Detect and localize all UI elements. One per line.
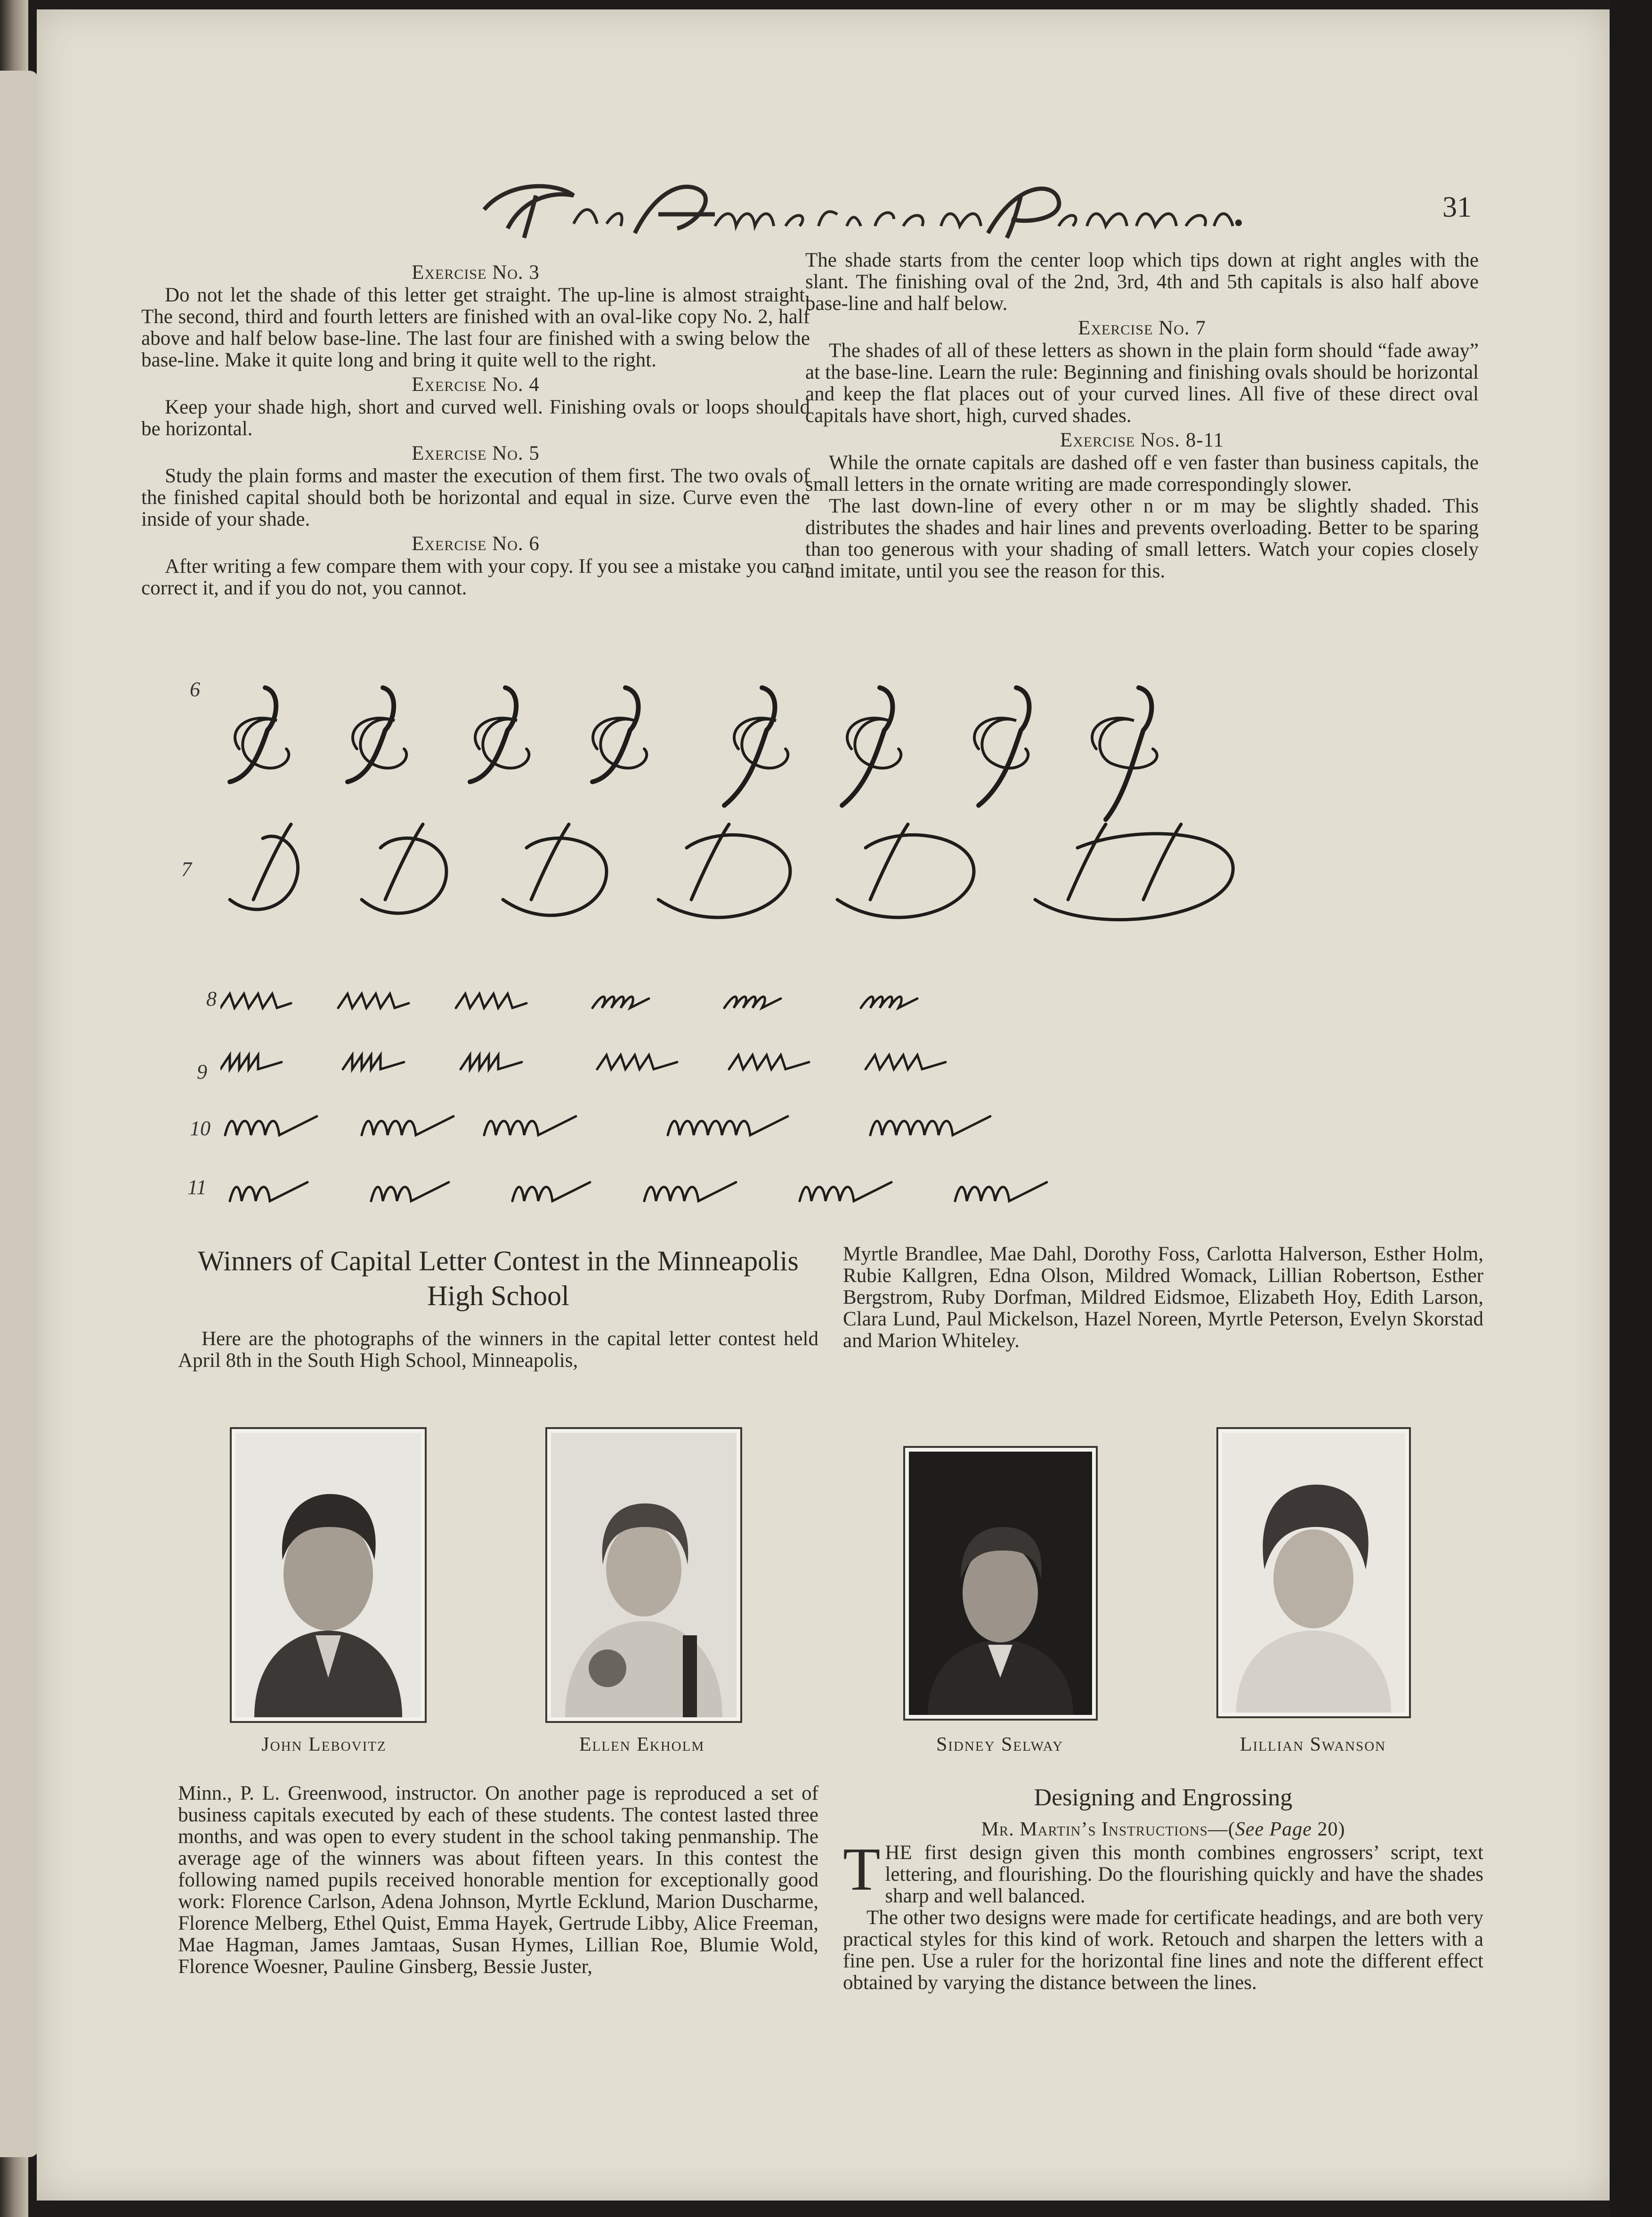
designing-subtitle-text: Mr. Martin’s Instructions—( [981, 1819, 1235, 1840]
row-label-8: 8 [206, 987, 217, 1010]
photo-ellen-ekholm [545, 1427, 742, 1723]
row-label-11: 11 [187, 1176, 207, 1199]
portrait-boy-icon [909, 1452, 1092, 1715]
page-edge-shadow [1610, 0, 1652, 2217]
designing-title: Designing and Engrossing [1034, 1784, 1293, 1811]
caption-lillian-swanson: Lillian Swanson [1239, 1734, 1386, 1755]
row-label-7: 7 [181, 858, 192, 881]
left-page-edge [0, 71, 39, 2157]
winners-intro [178, 1328, 818, 1372]
magazine-page [37, 9, 1610, 2201]
winners-names [843, 1243, 1483, 1352]
designing-page-ref: 20) [1312, 1819, 1345, 1840]
photo-john-lebovitz [230, 1427, 427, 1723]
designing-para-1: HE first design given this month combines engrossers’ script, text lettering, and flourishing. Do the flourishing quickly and have the shades sharp and well balanced. [885, 1842, 1483, 1907]
exercise-6-continued: The shade starts from the center loop which tips down at right angles with the slant. The finishing oval of the 2nd, 3rd, 4th and 5th capitals is also half above base-line and half below. [805, 249, 1479, 315]
designing-see-page: See Page [1235, 1819, 1312, 1840]
exercise-3-text: Do not let the shade of this letter get straight. The up-line is almost straight. The second, third and fourth letters are finished with an oval-like copy No. 2, half above and half below base-line. The last four are finished with a swing below the base-line. Make it quite long and bring it quite well to the right. [141, 284, 810, 371]
winners-title: Winners of Capital Letter Contest in the Minneapolis High School [198, 1245, 799, 1311]
winners-intro-text: Here are the photographs of the winners in the capital letter contest held April 8th in the South High School, Minneapolis, [178, 1328, 818, 1372]
designing-dropcap: T [843, 1835, 881, 1903]
exercises-right-column [805, 250, 1479, 582]
exercises-left-column [141, 259, 810, 599]
exercise-6-heading: Exercise No. 6 [412, 533, 540, 555]
winners-continued-column [178, 1783, 818, 1978]
page-number: 31 [1442, 191, 1472, 223]
exercise-3-heading: Exercise No. 3 [412, 261, 540, 284]
penmanship-specimens [220, 683, 1426, 1225]
winners-continued-text: Minn., P. L. Greenwood, instructor. On another page is reproduced a set of business capitals executed by each of these students. The contest lasted three months, and was open to every student in the school taking penmanship. The average age of the winners was about fifteen years. In this contest the following named pupils received honorable mention for exceptionally good work: Florence Carlson, Adena Johnson, Myrtle Ecklund, Marion Duscharme, Florence Melberg, Ethel Quist, Emma Hayek, Gertrude Libby, Alice Freeman, Mae Hagman, James Jamtaas, Susan Hymes, Lillian Roe, Blumie Wold, Florence Woesner, Pauline Ginsberg, Bessie Juster, [178, 1782, 818, 1978]
portrait-girl-icon [551, 1433, 737, 1717]
winners-names-text: Myrtle Brandlee, Mae Dahl, Dorothy Foss, Carlotta Halverson, Esther Holm, Rubie Kallgren, Edna Olson, Mildred Womack, Lillian Robertson, Esther Bergstrom, Ruby Dorfman, Mildred Eidsmoe, Elizabeth Hoy, Edith Larson, Clara Lund, Paul Mickelson, Hazel Noreen, Myrtle Peterson, Evelyn Skorstad and Marion Whiteley. [843, 1243, 1483, 1352]
row-label-10: 10 [190, 1117, 211, 1140]
portrait-girl-icon [1222, 1433, 1405, 1713]
portrait-boy-icon [235, 1433, 421, 1717]
exercise-7-heading: Exercise No. 7 [1078, 317, 1206, 339]
exercise-8-11-text-2: The last down-line of every other n or m may be slightly shaded. This distributes the shades and hair lines and prevents overloading. Better to be sparing than too generous with your shading of small letters. Watch your copies closely and imitate, until you see the reason for this. [805, 495, 1479, 582]
photo-lillian-swanson [1216, 1427, 1411, 1718]
exercise-6-text: After writing a few compare them with your copy. If you see a mistake you can correct it, and if you do not, you cannot. [141, 555, 810, 599]
row-label-9: 9 [197, 1060, 207, 1083]
exercise-8-11-text: While the ornate capitals are dashed off e ven faster than business capitals, the small letters in the ornate writing are made correspondingly slower. [805, 452, 1479, 495]
ornate-capital-d-row [230, 824, 1233, 920]
row-label-6: 6 [190, 678, 200, 701]
exercise-7-text: The shades of all of these letters as shown in the plain form should “fade away” at the base-line. Learn the rule: Beginning and finishing ovals should be horizontal and keep the flat places out of your curved lines. All five of these direct oval capitals have short, high, curved shades. [805, 340, 1479, 427]
exercise-5-heading: Exercise No. 5 [412, 442, 540, 464]
masthead-logo [479, 177, 1242, 243]
photo-sidney-selway [903, 1446, 1098, 1721]
caption-john-lebovitz: John Lebovitz [261, 1734, 387, 1755]
caption-ellen-ekholm: Ellen Ekholm [579, 1734, 705, 1755]
small-letter-rows [220, 994, 1047, 1201]
caption-sidney-selway: Sidney Selway [936, 1734, 1064, 1755]
ornate-capital-e-row [230, 688, 1157, 820]
exercise-8-11-heading: Exercise Nos. 8-11 [1060, 429, 1224, 451]
exercise-5-text: Study the plain forms and master the execution of them first. The two ovals of the finished capital should both be horizontal and equal in size. Curve even the inside of your shade. [141, 465, 810, 530]
designing-subtitle [843, 1819, 1483, 1840]
exercise-4-text: Keep your shade high, short and curved well. Finishing ovals or loops should be horizontal. [141, 396, 810, 440]
designing-section [843, 1783, 1483, 1994]
exercise-4-heading: Exercise No. 4 [412, 374, 540, 396]
designing-para-2: The other two designs were made for certificate headings, and are both very practical styles for this kind of work. Retouch and sharpen the letters with a fine pen. Use a ruler for the horizontal fine lines and note the different effect obtained by varying the distance between the lines. [843, 1907, 1483, 1994]
